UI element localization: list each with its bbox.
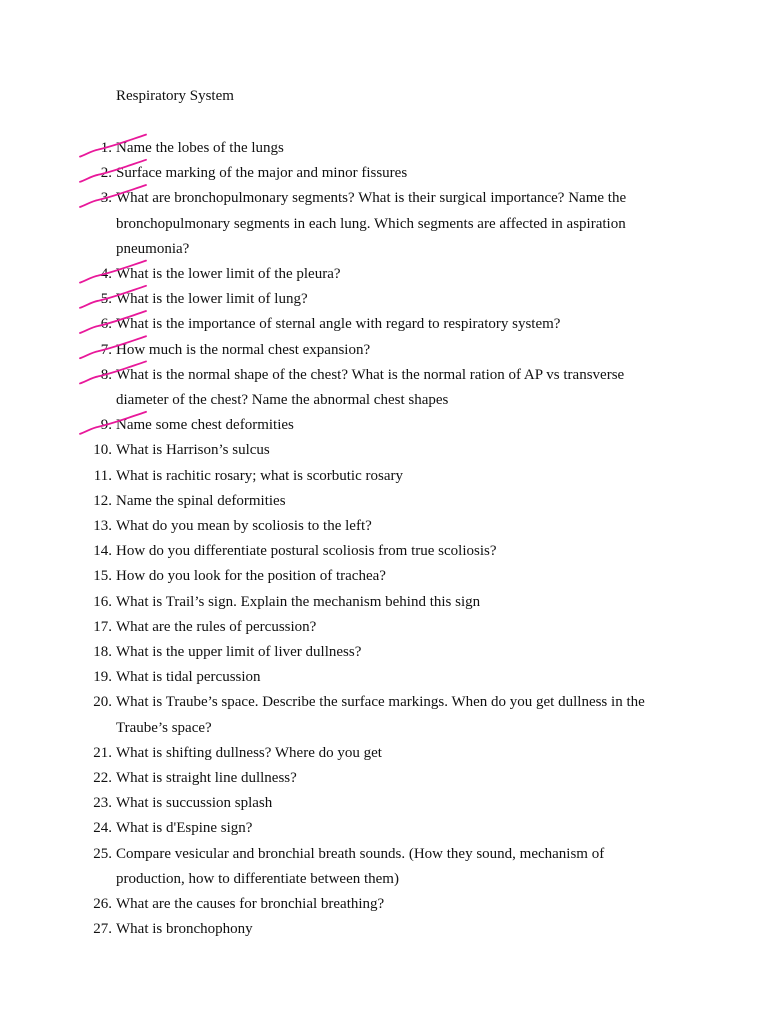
question-number: 3. <box>100 190 112 207</box>
question-text <box>116 917 676 942</box>
question-number: 20. <box>93 694 112 711</box>
question-line: bronchopulmonary segments in each lung. Which segments are affected in aspiration <box>116 215 626 232</box>
question-line: What is succussion splash <box>116 795 273 812</box>
question-text <box>116 438 676 463</box>
question-text <box>116 161 676 186</box>
question-text <box>116 464 676 489</box>
question-number: 8. <box>100 366 112 383</box>
question-number: 26. <box>93 896 112 913</box>
question-item <box>0 489 768 514</box>
question-item <box>0 363 768 413</box>
question-item <box>0 136 768 161</box>
question-number: 10. <box>93 442 112 459</box>
question-text <box>116 363 676 413</box>
question-line: What is Trail’s sign. Explain the mechanism behind this sign <box>116 593 481 610</box>
question-line: What is the upper limit of liver dullness? <box>116 644 362 661</box>
question-line: What is bronchophony <box>116 921 253 938</box>
question-number: 16. <box>93 593 112 610</box>
document-title: Respiratory System <box>116 88 234 104</box>
question-line: What is Traube’s space. Describe the surface markings. When do you get dullness in the <box>116 694 645 711</box>
question-text <box>116 665 676 690</box>
question-line: How do you differentiate postural scoliosis from true scoliosis? <box>116 543 497 560</box>
question-item <box>0 413 768 438</box>
question-number: 13. <box>93 518 112 535</box>
question-line: Surface marking of the major and minor fissures <box>116 165 408 182</box>
question-list <box>0 136 768 943</box>
question-line: What is d'Espine sign? <box>116 820 253 837</box>
question-line: What is Harrison’s sulcus <box>116 442 270 459</box>
question-line: What is the importance of sternal angle with regard to respiratory system? <box>116 316 561 333</box>
question-item <box>0 766 768 791</box>
question-item <box>0 690 768 740</box>
question-item <box>0 186 768 262</box>
question-number: 23. <box>93 795 112 812</box>
question-item <box>0 262 768 287</box>
question-number: 5. <box>100 291 112 308</box>
question-item <box>0 917 768 942</box>
question-line: diameter of the chest? Name the abnormal chest shapes <box>116 392 449 409</box>
question-line: production, how to differentiate between them) <box>116 870 399 887</box>
question-number: 11. <box>93 467 112 484</box>
question-line: What is the normal shape of the chest? What is the normal ration of AP vs transverse <box>116 366 625 383</box>
question-number: 1. <box>100 140 112 156</box>
question-number: 12. <box>93 492 112 509</box>
question-item <box>0 842 768 892</box>
question-line: What is straight line dullness? <box>116 770 297 787</box>
question-text <box>116 590 676 615</box>
question-item <box>0 665 768 690</box>
question-line: What is the lower limit of lung? <box>116 291 308 308</box>
question-number: 15. <box>93 568 112 585</box>
question-item <box>0 161 768 186</box>
question-line: What are the rules of percussion? <box>116 618 317 635</box>
question-line: How do you look for the position of trachea? <box>116 568 386 585</box>
question-text <box>116 892 676 917</box>
question-number: 7. <box>100 341 112 358</box>
question-text <box>116 514 676 539</box>
question-number: 9. <box>100 417 112 434</box>
question-line: How much is the normal chest expansion? <box>116 341 371 358</box>
question-line: Name the lobes of the lungs <box>116 140 284 156</box>
question-line: What do you mean by scoliosis to the left? <box>116 518 372 535</box>
question-text <box>116 816 676 841</box>
question-text <box>116 338 676 363</box>
question-number: 2. <box>100 165 112 182</box>
question-text <box>116 564 676 589</box>
question-item <box>0 514 768 539</box>
question-line: Name the spinal deformities <box>116 492 286 509</box>
question-line: What is the lower limit of the pleura? <box>116 266 341 283</box>
question-number: 19. <box>93 669 112 686</box>
question-number: 18. <box>93 644 112 661</box>
question-text <box>116 741 676 766</box>
question-number: 4. <box>100 266 112 283</box>
question-item <box>0 438 768 463</box>
question-line: What are the causes for bronchial breathing? <box>116 896 385 913</box>
question-line: What is shifting dullness? Where do you get <box>116 744 382 761</box>
question-item <box>0 741 768 766</box>
question-item <box>0 892 768 917</box>
question-text <box>116 262 676 287</box>
question-item <box>0 590 768 615</box>
question-number: 24. <box>93 820 112 837</box>
question-number: 17. <box>93 618 112 635</box>
question-line: What is rachitic rosary; what is scorbutic rosary <box>116 467 403 484</box>
question-text <box>116 539 676 564</box>
question-line: What are bronchopulmonary segments? What is their surgical importance? Name the <box>116 190 627 207</box>
question-line: What is tidal percussion <box>116 669 261 686</box>
question-number: 27. <box>93 921 112 938</box>
question-number: 25. <box>93 845 112 862</box>
question-line: Name some chest deformities <box>116 417 294 434</box>
question-text <box>116 640 676 665</box>
question-number: 22. <box>93 770 112 787</box>
question-item <box>0 464 768 489</box>
question-text <box>116 766 676 791</box>
question-line: Compare vesicular and bronchial breath sounds. (How they sound, mechanism of <box>116 845 605 862</box>
question-number: 14. <box>93 543 112 560</box>
question-text <box>116 615 676 640</box>
question-item <box>0 338 768 363</box>
question-item <box>0 312 768 337</box>
question-text <box>116 791 676 816</box>
question-item <box>0 640 768 665</box>
question-text <box>116 136 676 161</box>
question-text <box>116 413 676 438</box>
question-item <box>0 539 768 564</box>
question-text <box>116 312 676 337</box>
question-text <box>116 842 676 892</box>
question-item <box>0 791 768 816</box>
question-line: Traube’s space? <box>116 719 212 736</box>
question-line: pneumonia? <box>116 240 190 257</box>
question-item <box>0 287 768 312</box>
question-item <box>0 816 768 841</box>
question-text <box>116 186 676 262</box>
question-item <box>0 615 768 640</box>
question-number: 6. <box>100 316 112 333</box>
question-item <box>0 564 768 589</box>
question-number: 21. <box>93 744 112 761</box>
question-text <box>116 489 676 514</box>
question-text <box>116 690 676 740</box>
question-text <box>116 287 676 312</box>
